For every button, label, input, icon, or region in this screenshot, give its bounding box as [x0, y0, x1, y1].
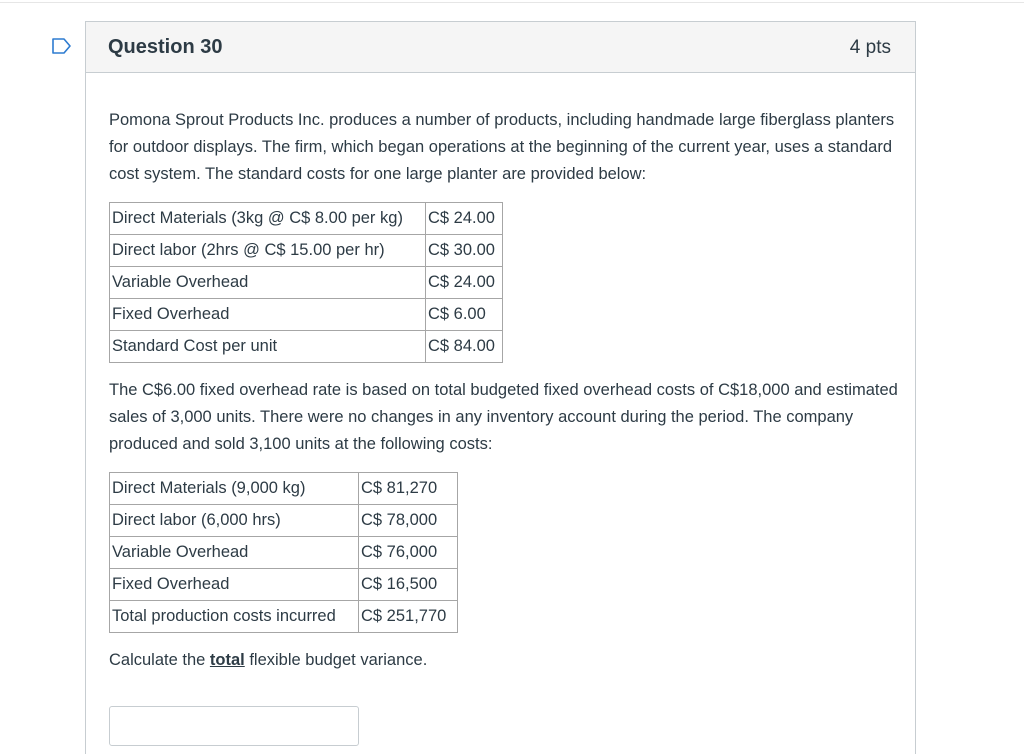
bookmark-flag-icon[interactable] — [52, 38, 72, 54]
top-divider — [0, 2, 1024, 3]
prompt-text-before: Calculate the — [109, 651, 210, 669]
cost-value-cell: C$ 24.00 — [426, 267, 503, 299]
table-row — [110, 505, 458, 537]
cost-label-cell: Standard Cost per unit — [110, 331, 426, 363]
answer-input[interactable] — [109, 706, 359, 746]
table-row — [110, 537, 458, 569]
question-body — [109, 107, 899, 674]
cost-label-cell: Direct Materials (9,000 kg) — [110, 473, 359, 505]
cost-label-cell: Fixed Overhead — [110, 569, 359, 601]
cost-label-cell: Total production costs incurred — [110, 601, 359, 633]
table-row — [110, 235, 503, 267]
standard-cost-table — [109, 202, 503, 363]
question-header — [86, 22, 915, 73]
cost-label-cell: Direct labor (6,000 hrs) — [110, 505, 359, 537]
question-intro: Pomona Sprout Products Inc. produces a number of products, including handmade large fiberglass planters for outdoor displays. The firm, which began operations at the beginning of the current year, uses a standard cost system. The standard costs for one large planter are provided below: — [109, 111, 895, 183]
cost-value-cell: C$ 81,270 — [359, 473, 458, 505]
cost-value-cell: C$ 30.00 — [426, 235, 503, 267]
question-paragraph-2: The C$6.00 fixed overhead rate is based on total budgeted fixed overhead costs of C$18,000 and estimated sales of 3,000 units. There were no changes in any inventory account during the period. The company produced and sold 3,100 units at the following costs: — [109, 381, 898, 453]
prompt-text-after: flexible budget variance. — [244, 651, 428, 669]
cost-label-cell: Direct Materials (3kg @ C$ 8.00 per kg) — [110, 203, 426, 235]
table-row — [110, 331, 503, 363]
actual-cost-table — [109, 472, 458, 633]
question-title: Question 30 — [108, 36, 223, 58]
cost-value-cell: C$ 76,000 — [359, 537, 458, 569]
prompt-emphasis: total — [209, 651, 245, 669]
table-row — [110, 473, 458, 505]
cost-label-cell: Fixed Overhead — [110, 299, 426, 331]
table-row — [110, 299, 503, 331]
cost-label-cell: Variable Overhead — [110, 267, 426, 299]
question-card — [85, 21, 916, 754]
table-row — [110, 267, 503, 299]
cost-value-cell: C$ 6.00 — [426, 299, 503, 331]
cost-label-cell: Variable Overhead — [110, 537, 359, 569]
table-row — [110, 601, 458, 633]
table-row — [110, 569, 458, 601]
cost-label-cell: Direct labor (2hrs @ C$ 15.00 per hr) — [110, 235, 426, 267]
table-row — [110, 203, 503, 235]
question-prompt — [109, 647, 899, 674]
cost-value-cell: C$ 251,770 — [359, 601, 458, 633]
question-points: 4 pts — [849, 37, 891, 58]
cost-value-cell: C$ 24.00 — [426, 203, 503, 235]
cost-value-cell: C$ 16,500 — [359, 569, 458, 601]
cost-value-cell: C$ 84.00 — [426, 331, 503, 363]
cost-value-cell: C$ 78,000 — [359, 505, 458, 537]
